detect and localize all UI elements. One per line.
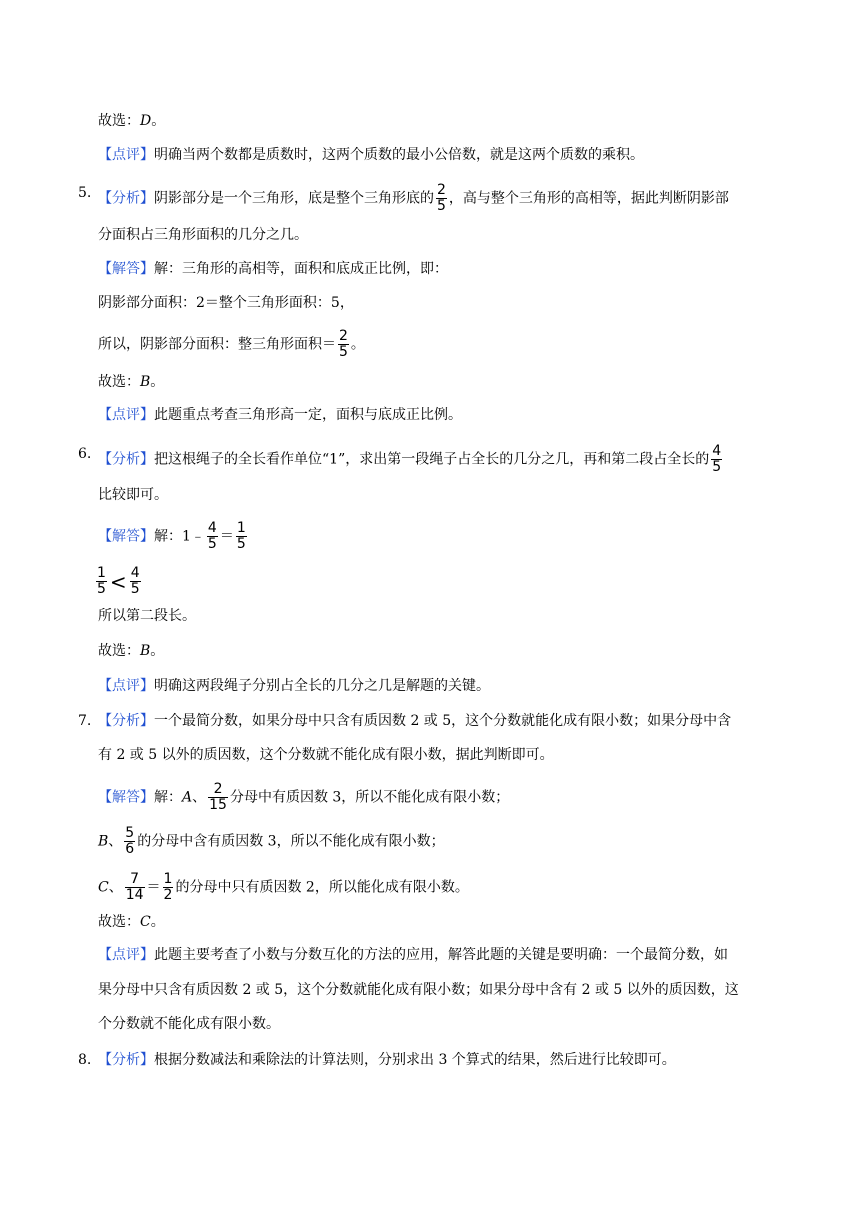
fraction: $\frac{4}{5}$ bbox=[712, 443, 722, 475]
analysis-tag: 【分析】 bbox=[98, 713, 154, 729]
fraction: $\frac{4}{5}$ bbox=[130, 565, 140, 597]
fraction: $\frac{2}{15}$ bbox=[209, 781, 227, 813]
fraction: $\frac{7}{14}$ bbox=[125, 871, 144, 903]
question-number-6: 6. bbox=[78, 446, 92, 462]
solution-tag: 【解答】 bbox=[98, 528, 154, 545]
fraction: $\frac{1}{5}$ bbox=[236, 520, 246, 552]
comment-q4: 【点评】明确当两个数都是质数时，这两个质数的最小公倍数，就是这两个质数的乘积。 bbox=[98, 147, 644, 163]
q5-analysis-cont: 分面积占三角形面积的几分之几。 bbox=[98, 227, 308, 243]
analysis-tag: 【分析】 bbox=[98, 1052, 154, 1068]
comment-tag: 【点评】 bbox=[98, 678, 154, 694]
question-number-5: 5. bbox=[78, 185, 92, 201]
analysis-tag: 【分析】 bbox=[98, 190, 154, 207]
q7-solution: 【解答】解：A、 $\frac{2}{15}$ 分母中有质因数 3，所以不能化成有限小数； bbox=[98, 781, 510, 813]
q5-solution: 【解答】解：三角形的高相等，面积和底成正比例，即： bbox=[98, 261, 448, 277]
q7-comment: 【点评】此题主要考查了小数与分数互化的方法的应用，解答此题的关键是要明确：一个最简分数，如 bbox=[98, 947, 728, 963]
q5-solution-line2: 阴影部分面积：2＝整个三角形面积：5， bbox=[98, 295, 354, 311]
fraction: $\frac{5}{6}$ bbox=[125, 825, 135, 857]
q6-answer: 故选：B。 bbox=[98, 643, 165, 659]
analysis-tag: 【分析】 bbox=[98, 451, 154, 468]
fraction: $\frac{2}{5}$ bbox=[339, 328, 348, 360]
q7-solution-b: B、 $\frac{5}{6}$ 的分母中含有质因数 3，所以不能化成有限小数； bbox=[98, 825, 445, 857]
q5-comment: 【点评】此题重点考查三角形高一定，面积与底成正比例。 bbox=[98, 407, 462, 423]
q6-comment: 【点评】明确这两段绳子分别占全长的几分之几是解题的关键。 bbox=[98, 678, 490, 694]
q5-answer: 故选：B。 bbox=[98, 374, 165, 390]
question-number-8: 8. bbox=[78, 1052, 92, 1068]
fraction: $\frac{2}{5}$ bbox=[437, 182, 446, 214]
q7-answer: 故选：C。 bbox=[98, 914, 165, 930]
q8-analysis: 【分析】根据分数减法和乘除法的计算法则，分别求出 3 个算式的结果，然后进行比较即可。 bbox=[98, 1052, 676, 1068]
solution-tag: 【解答】 bbox=[98, 789, 154, 806]
answer-choice-d: 故选：D。 bbox=[98, 113, 166, 129]
q5-analysis: 【分析】阴影部分是一个三角形，底是整个三角形底的 $\frac{2}{5}$ ，高与整个三角形的高相等，据此判断阴影部 bbox=[98, 182, 729, 214]
comment-tag: 【点评】 bbox=[98, 947, 154, 963]
comment-tag: 【点评】 bbox=[98, 407, 154, 423]
q7-solution-c: C、 $\frac{7}{14}$ ＝ $\frac{1}{2}$ 的分母中只有质因数 2，所以能化成有限小数。 bbox=[98, 871, 469, 903]
q6-solution-line3: 所以第二段长。 bbox=[98, 608, 196, 624]
solution-tag: 【解答】 bbox=[98, 261, 154, 277]
q6-analysis: 【分析】把这根绳子的全长看作单位“1”，求出第一段绳子占全长的几分之几，再和第二段占全长的 $\frac{4}{5}$ bbox=[98, 443, 722, 475]
q7-analysis: 【分析】一个最简分数，如果分母中只含有质因数 2 或 5，这个分数就能化成有限小数；如果分母中含 bbox=[98, 713, 732, 729]
q6-comparison bbox=[94, 566, 143, 597]
q6-analysis-cont: 比较即可。 bbox=[98, 487, 168, 503]
q6-solution: 【解答】解：1﹣ $\frac{4}{5}$ ＝ $\frac{1}{5}$ bbox=[98, 520, 246, 552]
fraction: $\frac{1}{2}$ bbox=[163, 871, 173, 903]
q5-solution-line3: 所以，阴影部分面积：整三角形面积＝ $\frac{2}{5}$ 。 bbox=[98, 328, 365, 360]
q7-comment-line2: 果分母中只含有质因数 2 或 5，这个分数就能化成有限小数；如果分母中含有 2 或 5 以外的质因数，这 bbox=[98, 982, 739, 998]
less-than-sign: < bbox=[109, 569, 127, 594]
comment-tag: 【点评】 bbox=[98, 147, 154, 163]
fraction: $\frac{4}{5}$ bbox=[207, 520, 217, 552]
question-number-7: 7. bbox=[78, 713, 92, 729]
q7-analysis-cont: 有 2 或 5 以外的质因数，这个分数就不能化成有限小数，据此判断即可。 bbox=[98, 747, 554, 763]
fraction: $\frac{1}{5}$ bbox=[97, 565, 106, 597]
q7-comment-line3: 个分数就不能化成有限小数。 bbox=[98, 1016, 280, 1032]
